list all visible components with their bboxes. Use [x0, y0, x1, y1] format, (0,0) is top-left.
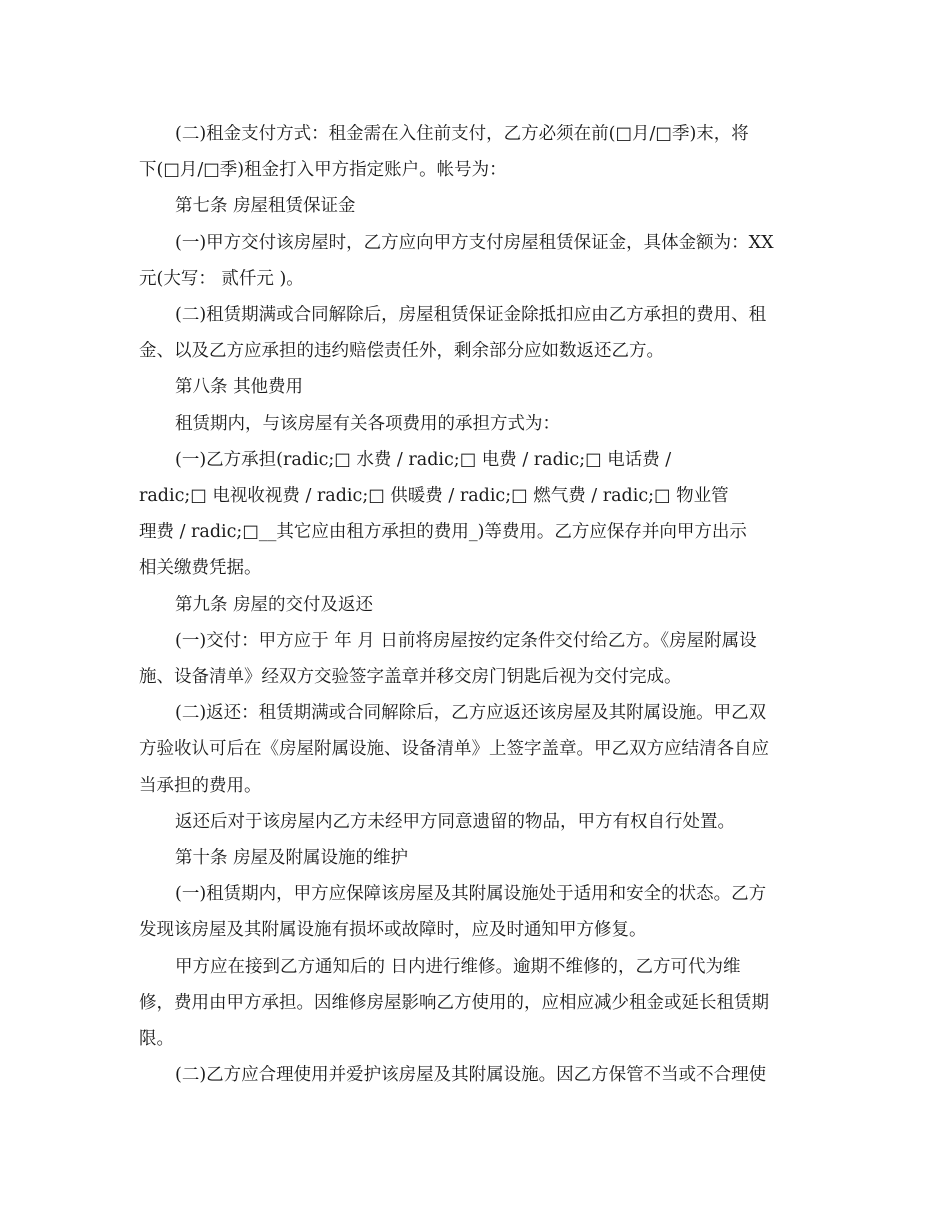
text-line: (一)租赁期内，甲方应保障该房屋及其附属设施处于适用和安全的状态。乙方 [175, 884, 767, 905]
text-line: 下(□月/□季)租金打入甲方指定账户。帐号为： [139, 160, 507, 181]
text-line: (一)乙方承担(radic;□ 水费 / radic;□ 电费 / radic;□ 电话费 / [175, 449, 672, 470]
document-body [139, 116, 815, 1093]
text-line: 修，费用由甲方承担。因维修房屋影响乙方使用的，应相应减少租金或延长租赁期 [139, 992, 769, 1013]
text-line: 相关缴费凭据。 [139, 558, 262, 579]
text-line: 金、以及乙方应承担的违约赔偿责任外，剩余部分应如数返还乙方。 [139, 341, 664, 362]
text-line: (一)交付：甲方应于 年 月 日前将房屋按约定条件交付给乙方。《房屋附属设 [175, 630, 757, 651]
text-line: 理费 / radic;□__其它应由租方承担的费用_)等费用。乙方应保存并向甲方出示 [139, 522, 747, 543]
text-line: 方验收认可后在《房屋附属设施、设备清单》上签字盖章。甲乙双方应结清各自应 [139, 739, 769, 760]
text-line: radic;□ 电视收视费 / radic;□ 供暖费 / radic;□ 燃气费 / radic;□ 物业管 [139, 486, 729, 507]
text-line: 甲方应在接到乙方通知后的 日内进行维修。逾期不维修的，乙方可代为维 [175, 956, 741, 977]
text-line: 租赁期内，与该房屋有关各项费用的承担方式为： [175, 413, 560, 434]
text-line: (二)租金支付方式：租金需在入住前支付，乙方必须在前(□月/□季)末，将 [175, 124, 749, 144]
text-line: 第七条 房屋租赁保证金 [175, 196, 356, 217]
text-line: (二)乙方应合理使用并爱护该房屋及其附属设施。因乙方保管不当或不合理使 [175, 1065, 767, 1086]
text-line: 施、设备清单》经双方交验签字盖章并移交房门钥匙后视为交付完成。 [139, 667, 682, 688]
text-line: (二)返还：租赁期满或合同解除后，乙方应返还该房屋及其附属设施。甲乙双 [175, 703, 767, 724]
text-line: 发现该房屋及其附属设施有损坏或故障时，应及时通知甲方修复。 [139, 920, 647, 941]
text-line: 第八条 其他费用 [175, 377, 304, 398]
text-line: 返还后对于该房屋内乙方未经甲方同意遗留的物品，甲方有权自行处置。 [175, 811, 735, 832]
text-line: 限。 [139, 1029, 174, 1050]
text-line: 元(大写： 贰仟元 )。 [139, 268, 304, 289]
text-line: (一)甲方交付该房屋时，乙方应向甲方支付房屋租赁保证金，具体金额为：XX [175, 232, 774, 253]
text-line: 第十条 房屋及附属设施的维护 [175, 848, 409, 869]
text-line: (二)租赁期满或合同解除后，房屋租赁保证金除抵扣应由乙方承担的费用、租 [175, 305, 767, 326]
text-line: 第九条 房屋的交付及返还 [175, 594, 374, 615]
text-line: 当承担的费用。 [139, 775, 262, 796]
